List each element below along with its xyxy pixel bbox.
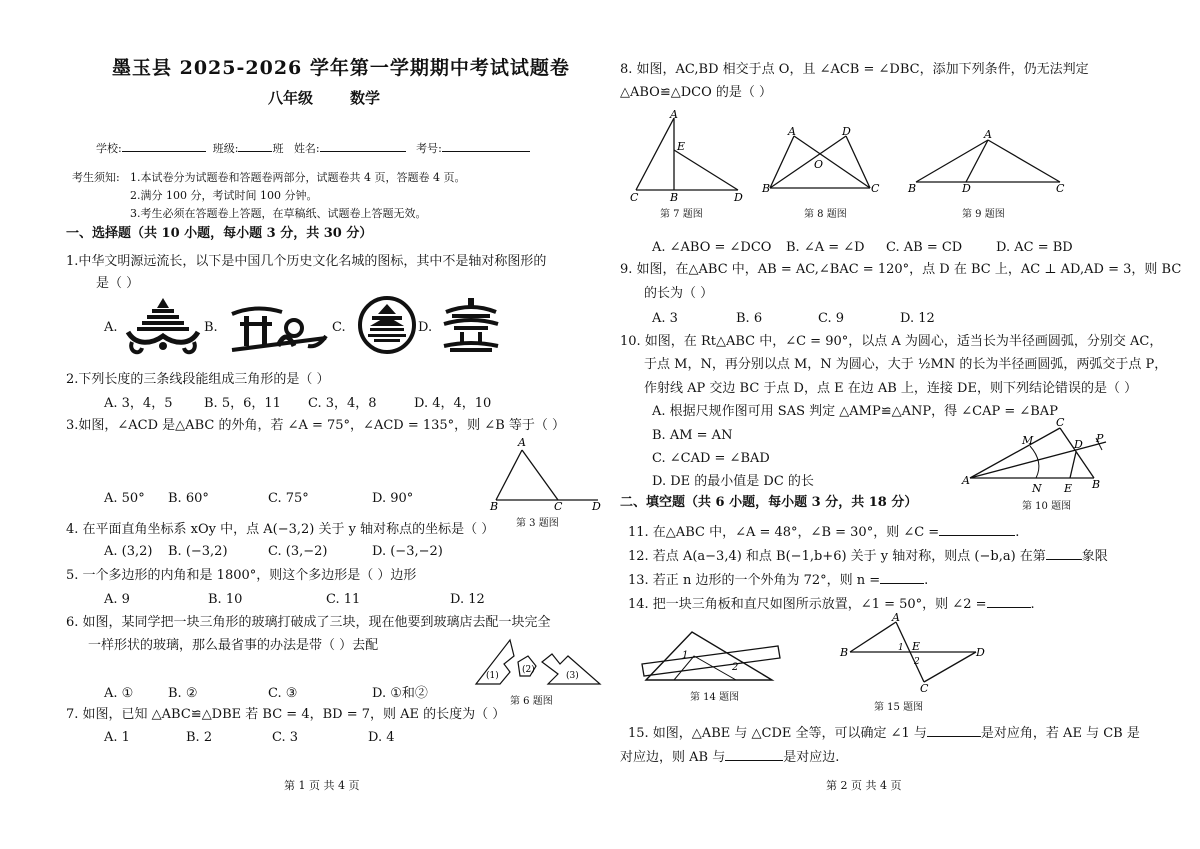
q14-stem: 14. 把一块三角板和直尺如图所示放置，∠1 = 50°，则 ∠2 = xyxy=(628,597,987,612)
q3-stem: 3.如图，∠ACD 是△ABC 的外角，若 ∠A = 75°，∠ACD = 135°，则 ∠B 等于（ ） xyxy=(66,418,566,433)
q10-stem: 10. 如图，在 Rt△ABC 中，∠C = 90°，以点 A 为圆心，适当长为半径画圆弧，分别交 AC， xyxy=(620,334,1163,349)
q14-end: . xyxy=(1030,597,1035,612)
svg-text:A: A xyxy=(984,128,992,141)
q15-stem-b: 是对应角，若 AE 与 CB 是 xyxy=(980,726,1140,741)
svg-text:D: D xyxy=(962,182,971,195)
section-1-title: 一、选择题（共 10 小题，每小题 3 分，共 30 分） xyxy=(66,226,373,241)
q4-option-d[interactable]: D. (−3,−2) xyxy=(372,544,443,559)
q10-option-c[interactable]: C. ∠CAD = ∠BAD xyxy=(652,451,770,466)
q5-stem: 5. 一个多边形的内角和是 1800°，则这个多边形是（ ）边形 xyxy=(66,568,417,583)
q7-option-a[interactable]: A. 1 xyxy=(104,730,130,745)
q15-caption: 第 15 题图 xyxy=(874,702,924,713)
svg-text:B: B xyxy=(1092,478,1101,491)
notice-item: 2.满分 100 分，考试时间 100 分钟。 xyxy=(130,189,318,202)
svg-text:E: E xyxy=(1064,482,1073,495)
q8-option-a[interactable]: A. ∠ABO = ∠DCO xyxy=(652,240,772,255)
q11-end: . xyxy=(1015,525,1020,540)
q10-option-b[interactable]: B. AM = AN xyxy=(652,428,733,443)
exam-no-field[interactable] xyxy=(442,139,530,152)
q3-option-a[interactable]: A. 50° xyxy=(104,491,145,506)
svg-text:E: E xyxy=(677,140,686,153)
q8-option-c[interactable]: C. AB = CD xyxy=(886,240,963,255)
q3-triangle-figure xyxy=(488,432,606,512)
exam-title: 墨玉县 2025-2026 学年第一学期期中考试试题卷 xyxy=(112,57,570,79)
svg-text:C: C xyxy=(554,500,563,512)
q6-option-d[interactable]: D. ①和② xyxy=(372,686,428,701)
q7-figure-caption: 第 7 题图 xyxy=(660,209,703,220)
class-field[interactable] xyxy=(238,139,272,152)
q9-option-b[interactable]: B. 6 xyxy=(736,311,763,326)
subject-label: 数学 xyxy=(350,89,381,107)
svg-text:C: C xyxy=(1056,416,1065,429)
notice-item: 3.考生必须在答题卷上答题，在草稿纸、试题卷上答题无效。 xyxy=(130,207,427,220)
school-label: 学校: xyxy=(96,142,122,155)
emblem-b-icon xyxy=(228,300,330,356)
q7-stem: 7. 如图，已知 △ABC≌△DBE 若 BC = 4，BD = 7，则 AE 的长度为（ ） xyxy=(66,707,506,722)
svg-text:D: D xyxy=(976,646,985,659)
svg-text:1: 1 xyxy=(682,650,689,661)
q1-label-d: D. xyxy=(418,320,433,335)
emblem-d-icon xyxy=(440,296,502,358)
q1-stem-cont: 是（ ） xyxy=(96,276,140,291)
q6-stem: 6. 如图，某同学把一块三角形的玻璃打破成了三块，现在他要到玻璃店去配一块完全 xyxy=(66,615,551,630)
q6-option-a[interactable]: A. ① xyxy=(104,686,134,701)
svg-text:C: C xyxy=(871,182,880,195)
q1-stem: 1.中华文明源远流长，以下是中国几个历史文化名城的图标，其中不是轴对称图形的 xyxy=(66,254,547,269)
q12 xyxy=(628,547,1108,565)
q8-stem: 8. 如图，AC,BD 相交于点 O，且 ∠ACB = ∠DBC，添加下列条件，仍无法判定 xyxy=(620,62,1089,77)
svg-text:C: C xyxy=(630,191,639,204)
q5-option-a[interactable]: A. 9 xyxy=(104,592,130,607)
q9-figure-caption: 第 9 题图 xyxy=(962,209,1005,220)
q9-option-a[interactable]: A. 3 xyxy=(652,311,678,326)
q13-end: . xyxy=(924,573,929,588)
q3-option-d[interactable]: D. 90° xyxy=(372,491,414,506)
svg-text:B: B xyxy=(908,182,917,195)
q15-answer-blank-1[interactable] xyxy=(927,724,981,737)
svg-text:O: O xyxy=(814,158,824,171)
svg-text:B: B xyxy=(490,500,499,512)
section-2-title: 二、填空题（共 6 小题，每小题 3 分，共 18 分） xyxy=(620,495,918,510)
q2-option-a[interactable]: A. 3，4，5 xyxy=(104,396,173,411)
q1-label-a: A. xyxy=(104,320,118,335)
svg-text:D: D xyxy=(842,125,851,138)
q2-stem: 2.下列长度的三条线段能组成三角形的是（ ） xyxy=(66,372,330,387)
q12-stem: 12. 若点 A(a−3,4) 和点 B(−1,b+6) 关于 y 轴对称，则点 (−b,a) 在第 xyxy=(628,549,1046,564)
q6-stem-cont: 一样形状的玻璃，那么最省事的办法是带（ ）去配 xyxy=(88,638,379,653)
svg-text:D: D xyxy=(1074,438,1083,451)
class-label: 班级: xyxy=(212,142,239,155)
svg-text:(2): (2) xyxy=(522,665,535,675)
q14-figure xyxy=(638,626,784,686)
q6-option-c[interactable]: C. ③ xyxy=(268,686,298,701)
q15-figure xyxy=(836,612,990,696)
svg-text:B: B xyxy=(840,646,849,659)
svg-text:(1): (1) xyxy=(486,671,499,681)
svg-text:C: C xyxy=(1056,182,1065,195)
q4-option-a[interactable]: A. (3,2) xyxy=(104,544,153,559)
exam-no-label: 考号: xyxy=(416,142,442,155)
q2-option-b[interactable]: B. 5，6，11 xyxy=(204,396,281,411)
q10-stem-line3: 作射线 AP 交边 BC 于点 D，点 E 在边 AB 上，连接 DE，则下列结论错误的是（ ） xyxy=(644,381,1138,396)
q7-figure xyxy=(626,110,750,204)
q3-caption: 第 3 题图 xyxy=(516,518,559,529)
q1-label-b: B. xyxy=(204,320,218,335)
q13-stem: 13. 若正 n 边形的一个外角为 72°，则 n = xyxy=(628,573,881,588)
school-field[interactable] xyxy=(122,139,206,152)
q5-option-d[interactable]: D. 12 xyxy=(450,592,485,607)
q9-stem-cont: 的长为（ ） xyxy=(644,286,714,301)
svg-text:E: E xyxy=(912,640,921,653)
q11 xyxy=(628,523,1019,541)
q8-option-d[interactable]: D. AC = BD xyxy=(996,240,1073,255)
q4-stem: 4. 在平面直角坐标系 xOy 中，点 A(−3,2) 关于 y 轴对称点的坐标是（ ） xyxy=(66,522,495,537)
q5-option-b[interactable]: B. 10 xyxy=(208,592,243,607)
q15-stem-a: 15. 如图，△ABE 与 △CDE 全等，可以确定 ∠1 与 xyxy=(628,726,927,741)
q12-end: 象限 xyxy=(1081,549,1108,564)
svg-text:P: P xyxy=(1096,432,1104,445)
emblem-a-icon xyxy=(122,296,204,358)
svg-text:B: B xyxy=(762,182,771,195)
q9-option-c[interactable]: C. 9 xyxy=(818,311,845,326)
svg-text:D: D xyxy=(592,500,601,512)
q15-line2 xyxy=(620,748,839,766)
q10-stem-line2: 于点 M，N，再分别以点 M，N 为圆心，大于 ½MN 的长为半径画圆弧，两弧交于点 P， xyxy=(644,357,1168,372)
name-label: 姓名: xyxy=(293,142,320,155)
q1-label-c: C. xyxy=(332,320,346,335)
q14-caption: 第 14 题图 xyxy=(690,692,740,703)
name-field[interactable] xyxy=(320,139,406,152)
svg-text:N: N xyxy=(1032,482,1042,495)
q4-option-c[interactable]: C. (3,−2) xyxy=(268,544,328,559)
svg-text:A: A xyxy=(518,436,526,449)
q3-option-b[interactable]: B. 60° xyxy=(168,491,209,506)
q13-answer-blank[interactable] xyxy=(880,571,924,584)
q15-answer-blank-2[interactable] xyxy=(725,748,783,761)
q11-answer-blank[interactable] xyxy=(939,523,1015,536)
q15-stem-c: 对应边，则 AB 与 xyxy=(620,750,726,765)
svg-text:1: 1 xyxy=(898,643,904,653)
emblem-c-icon xyxy=(356,294,418,356)
q14-answer-blank[interactable] xyxy=(987,595,1031,608)
q8-figure xyxy=(758,124,884,202)
class-suffix: 班 xyxy=(272,142,284,155)
svg-text:A: A xyxy=(962,474,970,487)
grade-label: 八年级 xyxy=(268,89,314,107)
notice-label: 考生须知: xyxy=(72,171,120,184)
q9-stem: 9. 如图，在△ABC 中，AB = AC,∠BAC = 120°，点 D 在 BC 上，AC ⊥ AD,AD = 3，则 BC xyxy=(620,262,1182,277)
svg-text:2: 2 xyxy=(732,662,739,673)
svg-text:B: B xyxy=(670,191,679,204)
q7-option-b[interactable]: B. 2 xyxy=(186,730,213,745)
q8-figure-caption: 第 8 题图 xyxy=(804,209,847,220)
q7-option-c[interactable]: C. 3 xyxy=(272,730,299,745)
q15-line1 xyxy=(628,724,1140,742)
q2-option-c[interactable]: C. 3，4，8 xyxy=(308,396,377,411)
q7-option-d[interactable]: D. 4 xyxy=(368,730,395,745)
q9-option-d[interactable]: D. 12 xyxy=(900,311,935,326)
q5-option-c[interactable]: C. 11 xyxy=(326,592,361,607)
notice-item: 1.本试卷分为试题卷和答题卷两部分，试题卷共 4 页，答题卷 4 页。 xyxy=(130,171,466,184)
info-row xyxy=(96,139,530,157)
q15-stem-d: 是对应边. xyxy=(783,750,840,765)
q8-option-b[interactable]: B. ∠A = ∠D xyxy=(786,240,865,255)
svg-text:A: A xyxy=(670,110,678,121)
q14 xyxy=(628,595,1035,613)
q2-option-d[interactable]: D. 4，4，10 xyxy=(414,396,492,411)
q10-figure xyxy=(960,414,1120,496)
footer-right: 第 2 页 共 4 页 xyxy=(826,779,902,792)
svg-text:C: C xyxy=(920,682,929,695)
q10-option-d[interactable]: D. DE 的最小值是 DC 的长 xyxy=(652,474,814,489)
q6-option-b[interactable]: B. ② xyxy=(168,686,198,701)
svg-text:2: 2 xyxy=(914,657,920,667)
q3-option-c[interactable]: C. 75° xyxy=(268,491,309,506)
q13 xyxy=(628,571,928,589)
q6-broken-glass-figure xyxy=(470,632,606,688)
q12-answer-blank[interactable] xyxy=(1046,547,1082,560)
svg-text:D: D xyxy=(734,191,743,204)
q10-option-a[interactable]: A. 根据尺规作图可用 SAS 判定 △AMP≌△ANP，得 ∠CAP = ∠BAP xyxy=(652,404,1058,419)
q9-figure xyxy=(904,126,1076,200)
q10-caption: 第 10 题图 xyxy=(1022,501,1072,512)
q4-option-b[interactable]: B. (−3,2) xyxy=(168,544,228,559)
svg-text:(3): (3) xyxy=(566,671,579,681)
footer-left: 第 1 页 共 4 页 xyxy=(284,779,360,792)
svg-text:A: A xyxy=(788,125,796,138)
q8-stem-cont: △ABO≌△DCO 的是（ ） xyxy=(620,85,773,100)
q11-stem: 11. 在△ABC 中，∠A = 48°，∠B = 30°，则 ∠C = xyxy=(628,525,940,540)
svg-text:M: M xyxy=(1022,434,1034,447)
svg-text:A: A xyxy=(892,612,900,624)
q6-caption: 第 6 题图 xyxy=(510,696,553,707)
